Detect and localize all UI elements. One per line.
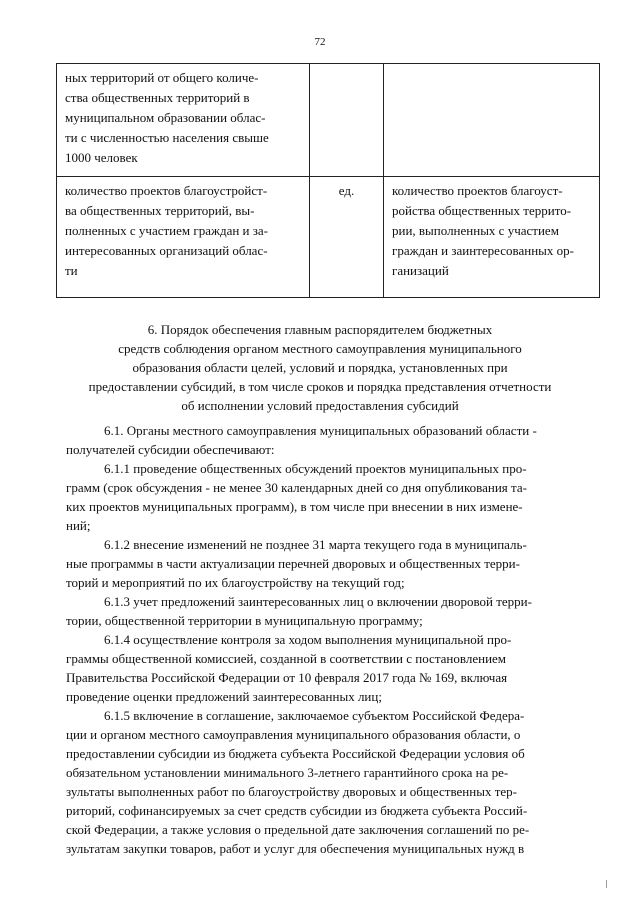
unit-cell: ед. xyxy=(338,183,355,198)
table-cell xyxy=(384,177,600,298)
table-row xyxy=(57,177,600,298)
table-cell xyxy=(57,177,310,298)
table-cell xyxy=(310,177,384,298)
body-text xyxy=(66,421,594,858)
table-cell xyxy=(310,64,384,177)
paragraph-6-1-1: 6.1.1 проведение общественных обсуждений проектов муниципальных про- грамм (срок обсуждения - не менее 30 календарных дней со дня опубликования та- ких проектов муниципальных программ), в том числе при внесении в них измене- ний; xyxy=(66,461,527,533)
indicator-name-cell: количество проектов благоустройст- ва общественных территорий, вы- полненных с участием граждан и за- интересованных организаций облас- ти xyxy=(65,183,268,278)
indicator-name-cell: ных территорий от общего количе- ства общественных территорий в муниципальном образовании облас- ти с численностью населения свыше 1000 человек xyxy=(65,70,269,165)
indicator-description-cell: количество проектов благоуст- ройства общественных террито- рии, выполненных с участием граждан и заинтересованных ор- ганизаций xyxy=(392,183,574,278)
paragraph-6-1-5: 6.1.5 включение в соглашение, заключаемое субъектом Российской Федера- ции и органом местного самоуправления муниципального образования области, о предоставлении субсидии из бюджета субъекта Российской Федерации условия об обязательном установлении минимального 3-летнего гарантийного срока на ре- зультаты выполненных работ по благоустройству дворовых и общественных тер- риторий, софинансируемых за счет средств субсидии из бюджета субъекта Россий- ской Федерации, а также условия о предельной дате заключения соглашений по ре- зультатам закупки товаров, работ и услуг для обеспечения муниципальных нужд в xyxy=(66,708,530,856)
paragraph-6-1: 6.1. Органы местного самоуправления муниципальных образований области - получателей субсидии обеспечивают: xyxy=(66,423,537,457)
indicator-table xyxy=(56,63,600,298)
indicator-description-cell xyxy=(384,64,599,74)
unit-cell xyxy=(310,64,383,68)
page-number: 72 xyxy=(314,36,326,48)
paragraph-6-1-4: 6.1.4 осуществление контроля за ходом выполнения муниципальной про- граммы общественной комиссией, созданной в соответствии с постановлением Правительства Российской Федерации от 10 февраля 2017 года № 169, включая проведение оценки предложений заинтересованных лиц; xyxy=(66,632,512,704)
paragraph-6-1-2: 6.1.2 внесение изменений не позднее 31 марта текущего года в муниципаль- ные программы в части актуализации перечней дворовых и общественных терри- торий и мероприятий по их благоустройству на текущий год; xyxy=(66,537,527,590)
scan-mark xyxy=(606,880,607,888)
paragraph-6-1-3: 6.1.3 учет предложений заинтересованных лиц о включении дворовой терри- тории, общественной территории в муниципальную программу; xyxy=(66,594,532,628)
table-cell xyxy=(57,64,310,177)
table-row xyxy=(57,64,600,177)
section-heading: 6. Порядок обеспечения главным распорядителем бюджетных средств соблюдения органом местного самоуправления муниципального образования области целей, условий и порядка, установленных при предоставлении субсидий, в том числе сроков и порядка представления отчетности об исполнении условий предоставления субсидий xyxy=(88,322,552,413)
table-cell xyxy=(384,64,600,177)
